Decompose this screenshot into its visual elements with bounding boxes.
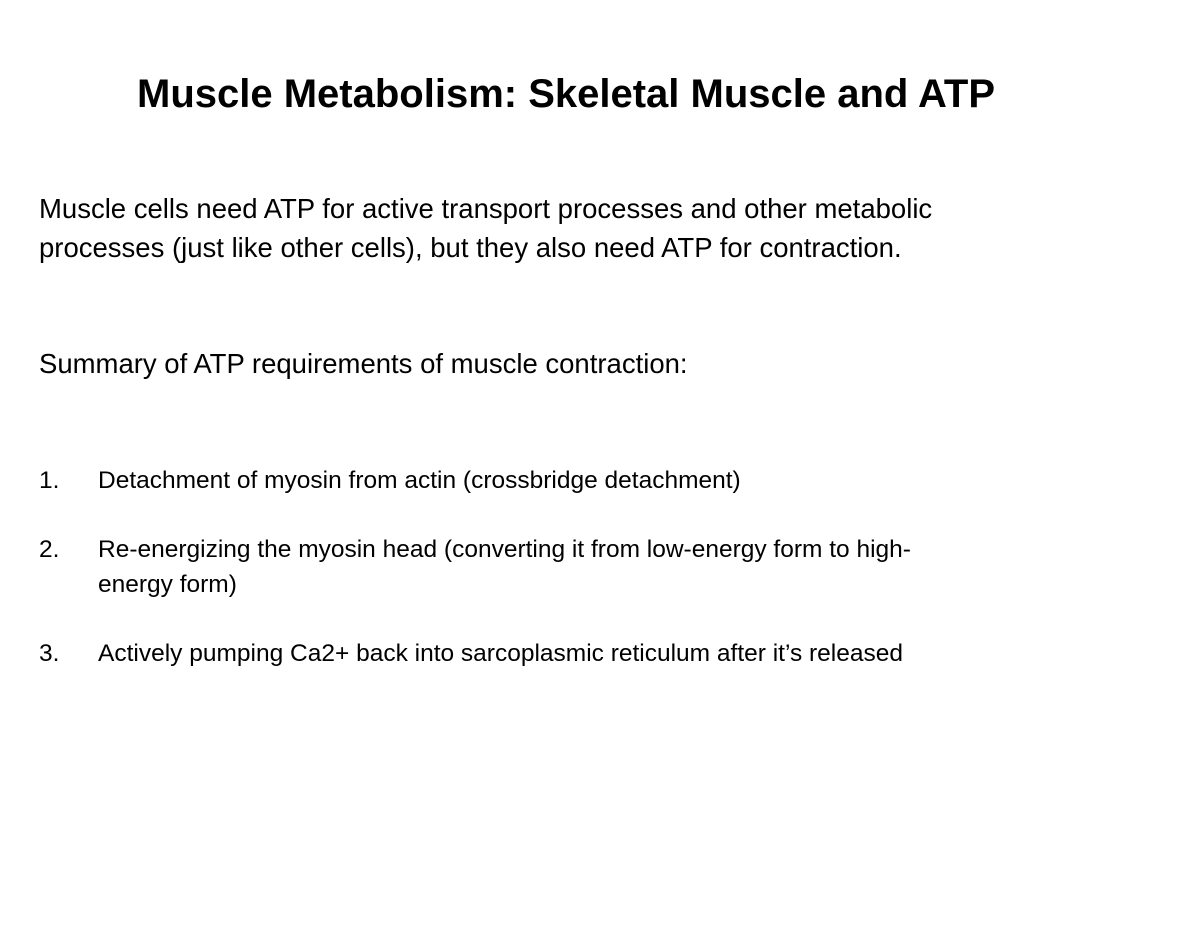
list-item-text: Re-energizing the myosin head (converting it from low-energy form to high-energy form) [98, 536, 911, 598]
list-item-number: 3. [39, 640, 60, 667]
list-item-text: Actively pumping Ca2+ back into sarcoplasmic reticulum after it’s released [98, 640, 904, 667]
summary-heading: Summary of ATP requirements of muscle contraction: [39, 348, 688, 379]
intro-paragraph: Muscle cells need ATP for active transport processes and other metabolic processes (just like other cells), but they also need ATP for contraction. [39, 193, 933, 263]
list-item [39, 463, 999, 498]
list-item-number: 1. [39, 467, 60, 494]
list-item-number: 2. [39, 536, 60, 563]
list-item-text: Detachment of myosin from actin (crossbridge detachment) [98, 467, 741, 494]
list-item [39, 532, 999, 602]
list-item [39, 636, 999, 671]
slide-title: Muscle Metabolism: Skeletal Muscle and ATP [137, 72, 996, 116]
requirements-list [39, 463, 999, 705]
